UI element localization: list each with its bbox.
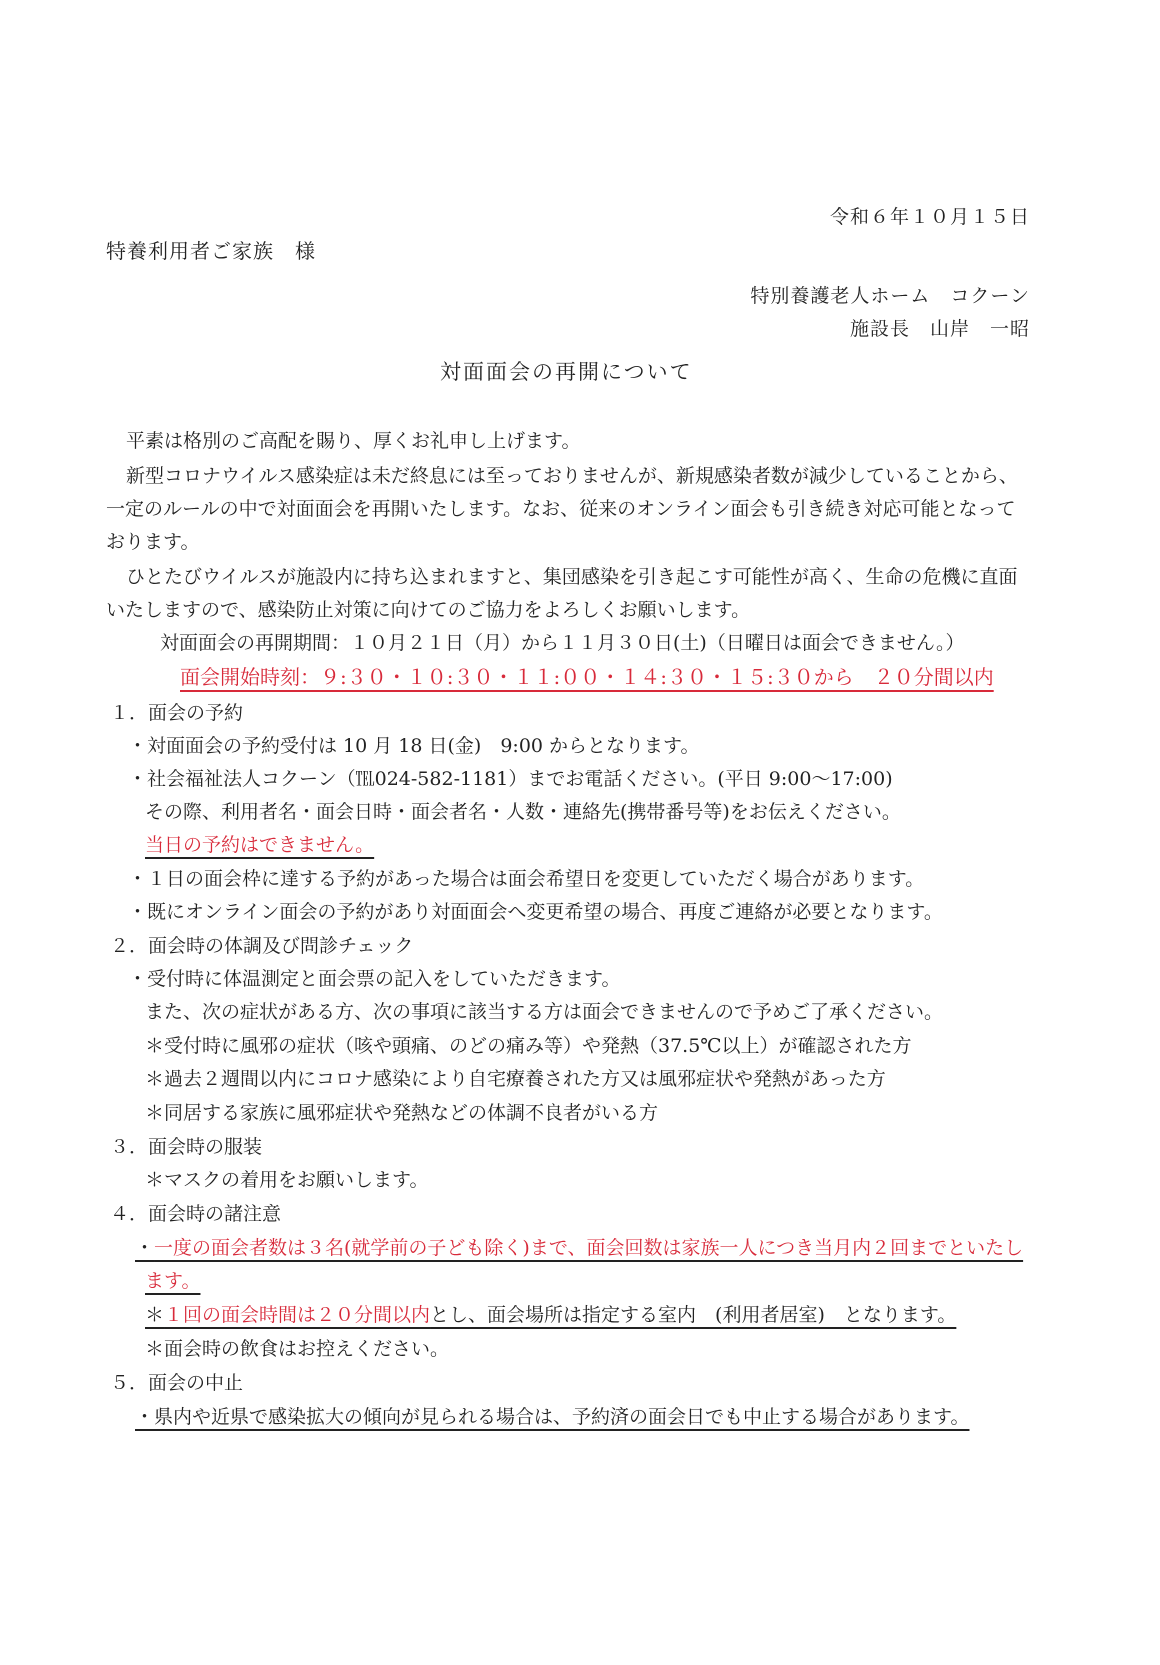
section-2-item-3: ＊同居する家族に風邪症状や発熱などの体調不良者がいる方 <box>145 1102 659 1124</box>
section-1-bullet-1: ・対面面会の予約受付は 10 月 18 日(金) 9:00 からとなります。 <box>128 735 700 757</box>
section-4-item-1: ＊１回の面会時間は２０分間以内とし、面会場所は指定する室内 (利用者居室) となります。 <box>145 1304 957 1326</box>
section-4-item-2: ＊面会時の飲食はお控えください。 <box>145 1338 450 1360</box>
section-5-bullet-1: ・県内や近県で感染拡大の傾向が見られる場合は、予約済の面会日でも中止する場合があります。 <box>135 1406 970 1428</box>
intro-paragraph-3-line-1: ひとたびウイルスが施設内に持ち込まれますと、集団感染を引き起こす可能性が高く、生命の危機に直面 <box>126 566 1018 588</box>
section-1-bullet-2-continued: その際、利用者名・面会日時・面会者名・人数・連絡先(携帯番号等)をお伝えください。 <box>145 801 901 823</box>
sender-name: 施設長 山岸 一昭 <box>849 318 1030 340</box>
section-4-bullet-1-line-1: ・一度の面会者数は３名(就学前の子ども除く)まで、面会回数は家族一人につき当月内２回までといたし <box>135 1237 1024 1259</box>
intro-paragraph-2-line-2: 一定のルールの中で対面面会を再開いたします。なお、従来のオンライン面会も引き続き対応可能となって <box>106 498 1016 520</box>
intro-paragraph-1: 平素は格別のご高配を賜り、厚くお礼申し上げます。 <box>126 430 581 452</box>
section-1-bullet-3: ・１日の面会枠に達する予約があった場合は面会希望日を変更していただく場合があります。 <box>128 868 925 890</box>
section-2-item-1: ＊受付時に風邪の症状（咳や頭痛、のどの痛み等）や発熱（37.5℃以上）が確認された方 <box>145 1035 912 1057</box>
section-2-bullet-1-continued: また、次の症状がある方、次の事項に該当する方は面会できませんので予めご了承ください。 <box>145 1001 944 1023</box>
intro-paragraph-2-line-1: 新型コロナウイルス感染症は未だ終息には至っておりませんが、新規感染者数が減少していることから、 <box>126 465 1018 487</box>
section-1-bullet-2: ・社会福祉法人コクーン（℡024-582-1181）までお電話ください。(平日 9:00～17:00) <box>128 768 893 790</box>
section-3-heading: ３．面会時の服装 <box>110 1136 263 1158</box>
visitor-limit-notice: 一度の面会者数は３名(就学前の子ども除く)まで、面会回数は家族一人につき当月内２回までといたし <box>154 1237 1024 1259</box>
sender-organization: 特別養護老人ホーム コクーン <box>750 285 1030 307</box>
document-date: 令和６年１０月１５日 <box>829 206 1030 228</box>
visit-duration-notice: １回の面会時間は２０分間以内 <box>164 1304 431 1326</box>
section-5-heading: ５．面会の中止 <box>110 1372 244 1394</box>
no-same-day-booking-notice: 当日の予約はできません。 <box>145 834 375 856</box>
section-2-bullet-1: ・受付時に体温測定と面会票の記入をしていただきます。 <box>128 968 621 990</box>
section-4-heading: ４．面会時の諸注意 <box>110 1203 282 1225</box>
intro-paragraph-2-line-3: おります。 <box>106 531 200 553</box>
section-4-bullet-1-line-2: ます。 <box>145 1270 201 1292</box>
start-times-notice: 面会開始時刻：９:３０・１０:３０・１１:００・１４:３０・１５:３０から ２０分間以内 <box>180 665 994 689</box>
reopening-period: 対面面会の再開期間：１０月２１日（月）から１１月３０日(土)（日曜日は面会できません。） <box>160 632 965 654</box>
section-1-bullet-4: ・既にオンライン面会の予約があり対面面会へ変更希望の場合、再度ご連絡が必要となります。 <box>128 901 943 923</box>
intro-paragraph-3-line-2: いたしますので、感染防止対策に向けてのご協力をよろしくお願いします。 <box>106 599 751 621</box>
recipient: 特養利用者ご家族 様 <box>106 239 316 263</box>
section-2-item-2: ＊過去２週間以内にコロナ感染により自宅療養された方又は風邪症状や発熱があった方 <box>145 1068 886 1090</box>
document-title: 対面面会の再開について <box>440 360 693 384</box>
section-3-item-1: ＊マスクの着用をお願いします。 <box>145 1169 429 1191</box>
section-2-heading: ２．面会時の体調及び問診チェック <box>110 935 414 957</box>
section-1-heading: １．面会の予約 <box>110 702 244 724</box>
